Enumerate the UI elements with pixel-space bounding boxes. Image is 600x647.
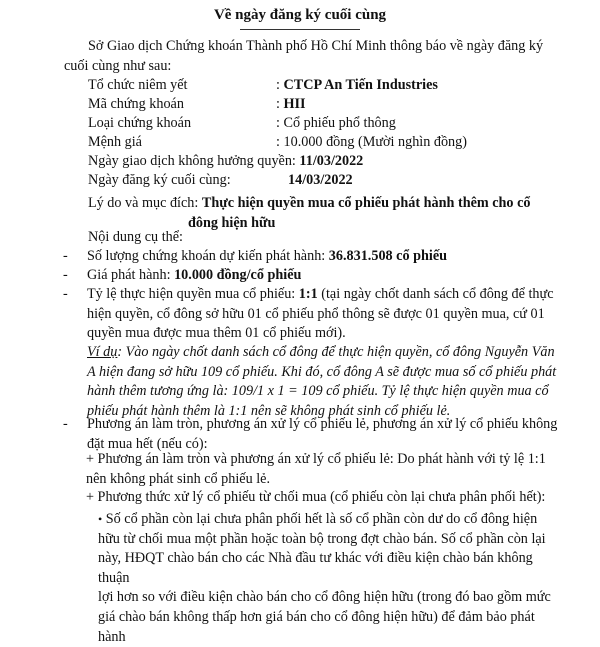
example-paragraph xyxy=(87,343,562,421)
purpose-label: Lý do và mục đích: xyxy=(88,195,199,211)
bullet-issue-quantity-value: 36.831.508 cổ phiếu xyxy=(328,248,448,264)
dot-item-line-3: này, HĐQT chào bán cho các Nhà đầu tư khác với điều kiện chào bán không thuận xyxy=(98,550,533,586)
dot-item-line-1: Số cổ phần còn lại chưa phân phối hết là số cổ phần còn dư do cổ đông hiện xyxy=(105,511,538,527)
field-recdate-label: Ngày đăng ký cuối cùng: xyxy=(88,172,231,188)
bullet-issue-price-value: 10.000 đồng/cổ phiếu xyxy=(174,267,302,283)
field-code-value: HII xyxy=(283,96,306,112)
dot-item-line-5: giá chào bán không thấp hơn giá bán cho cổ đông hiện hữu) để đảm bảo phát hành xyxy=(98,608,535,645)
bullet-issue-price-label: Giá phát hành: xyxy=(87,267,175,283)
field-code xyxy=(88,95,306,115)
bullet-rounding-text xyxy=(87,415,563,454)
intro-line-1: Sở Giao dịch Chứng khoán Thành phố Hồ Chí Minh thông báo về ngày đăng ký xyxy=(88,38,544,54)
intro-paragraph xyxy=(64,37,564,76)
bullet-ratio-text xyxy=(87,285,563,344)
bullet-issue-price xyxy=(63,266,563,286)
field-org-value-wrap xyxy=(276,76,438,96)
bullet-rounding-line-1: Phương án làm tròn, phương án xử lý cổ phiếu lẻ, phương án xử lý cổ phiếu không xyxy=(87,416,558,432)
field-par-value: 10.000 đồng (Mười nghìn đồng) xyxy=(283,134,467,150)
field-exdate-value: 11/03/2022 xyxy=(299,153,364,169)
example-line-4: phiếu phát hành thêm là 1:1 nên sẽ không phát sinh cổ phiếu lẻ. xyxy=(87,402,451,419)
example-line-1: : Vào ngày chốt danh sách cổ đông để thực hiện quyền, cổ đông Nguyễn Văn xyxy=(117,344,555,360)
bullet-issue-quantity-text xyxy=(87,247,563,267)
field-par xyxy=(88,133,467,153)
bullet-dot-icon: • xyxy=(98,512,103,526)
purpose-value-line-1: Thực hiện quyền mua cổ phiếu phát hành thêm cho cổ xyxy=(201,195,531,211)
colon: : xyxy=(276,115,280,131)
example-line-3: hành thêm tương ứng là: 109/1 x 1 = 109 cổ phiếu. Tỷ lệ thực hiện quyền mua cổ xyxy=(87,383,549,400)
field-code-label: Mã chứng khoán xyxy=(88,96,184,112)
dot-item-line-4: lợi hơn so với điều kiện chào bán cho cổ đông hiện hữu (trong đó bao gồm mức xyxy=(98,589,551,606)
dot-item-remaining-shares xyxy=(98,510,563,647)
field-code-value-wrap xyxy=(276,95,306,115)
field-type-label: Loại chứng khoán xyxy=(88,115,192,131)
field-type-value: Cổ phiếu phổ thông xyxy=(283,115,396,131)
field-org-value: CTCP An Tiến Industries xyxy=(283,77,438,93)
field-par-label: Mệnh giá xyxy=(88,134,142,150)
bullet-ratio xyxy=(63,285,563,344)
sub-item-rejected-shares: + Phương thức xử lý cổ phiếu từ chối mua (cổ phiếu còn lại chưa phân phối hết): xyxy=(86,489,546,505)
colon: : xyxy=(276,134,280,150)
field-org xyxy=(88,76,438,96)
purpose-value-line-2: đông hiện hữu xyxy=(188,214,276,231)
colon: : xyxy=(276,77,280,93)
example-label: Ví dụ xyxy=(87,344,118,360)
bullet-issue-price-text xyxy=(87,266,563,286)
bullet-ratio-line-1-rest: (tại ngày chốt danh sách cổ đông để thực xyxy=(317,286,554,302)
bullet-ratio-value: 1:1 xyxy=(298,286,318,302)
field-exdate xyxy=(88,152,363,172)
bullet-ratio-line-3: quyền mua được mua thêm 01 cổ phiếu mới). xyxy=(87,325,346,342)
field-type xyxy=(88,114,396,134)
colon: : xyxy=(276,96,280,112)
bullet-ratio-label: Tỷ lệ thực hiện quyền mua cổ phiếu: xyxy=(87,286,299,302)
bullet-dash: - xyxy=(63,267,68,283)
field-type-value-wrap xyxy=(276,114,396,134)
field-org-label: Tổ chức niêm yết xyxy=(88,77,188,93)
title-underline xyxy=(240,29,360,30)
bullet-dash: - xyxy=(63,416,68,432)
sub-item-rounding-line-2: nên không phát sinh cổ phiếu lẻ. xyxy=(86,470,271,487)
field-recdate-value: 14/03/2022 xyxy=(288,172,353,188)
sub-item-rounding xyxy=(86,450,564,489)
detail-heading: Nội dung cụ thể: xyxy=(88,229,183,245)
bullet-ratio-line-2: hiện quyền, cổ đông sở hữu 01 cổ phiếu phổ thông sẽ được 01 quyền mua, cứ 01 xyxy=(87,305,545,322)
dot-item-line-2: hữu từ chối mua một phần hoặc toàn bộ trong đợt chào bán. Số cổ phần còn lại xyxy=(98,530,546,547)
bullet-issue-quantity xyxy=(63,247,563,267)
bullet-rounding-line-2: đặt mua hết (nếu có): xyxy=(87,435,208,452)
bullet-issue-quantity-label: Số lượng chứng khoán dự kiến phát hành: xyxy=(87,248,329,264)
field-exdate-label: Ngày giao dịch không hưởng quyền: xyxy=(88,153,296,169)
bullet-rounding xyxy=(63,415,563,454)
example-line-2: A hiện đang sở hữu 109 cổ phiếu. Khi đó, cổ đông A sẽ được mua số cổ phiếu phát xyxy=(87,363,557,380)
field-recdate xyxy=(88,171,353,191)
intro-line-2: cuối cùng như sau: xyxy=(64,57,172,74)
page-title: Về ngày đăng ký cuối cùng xyxy=(213,7,387,23)
bullet-dash: - xyxy=(63,248,68,264)
bullet-dash: - xyxy=(63,286,68,302)
sub-item-rounding-line-1: + Phương án làm tròn và phương án xử lý cổ phiếu lẻ: Do phát hành với tỷ lệ 1:1 xyxy=(86,451,546,467)
field-par-value-wrap xyxy=(276,133,467,153)
